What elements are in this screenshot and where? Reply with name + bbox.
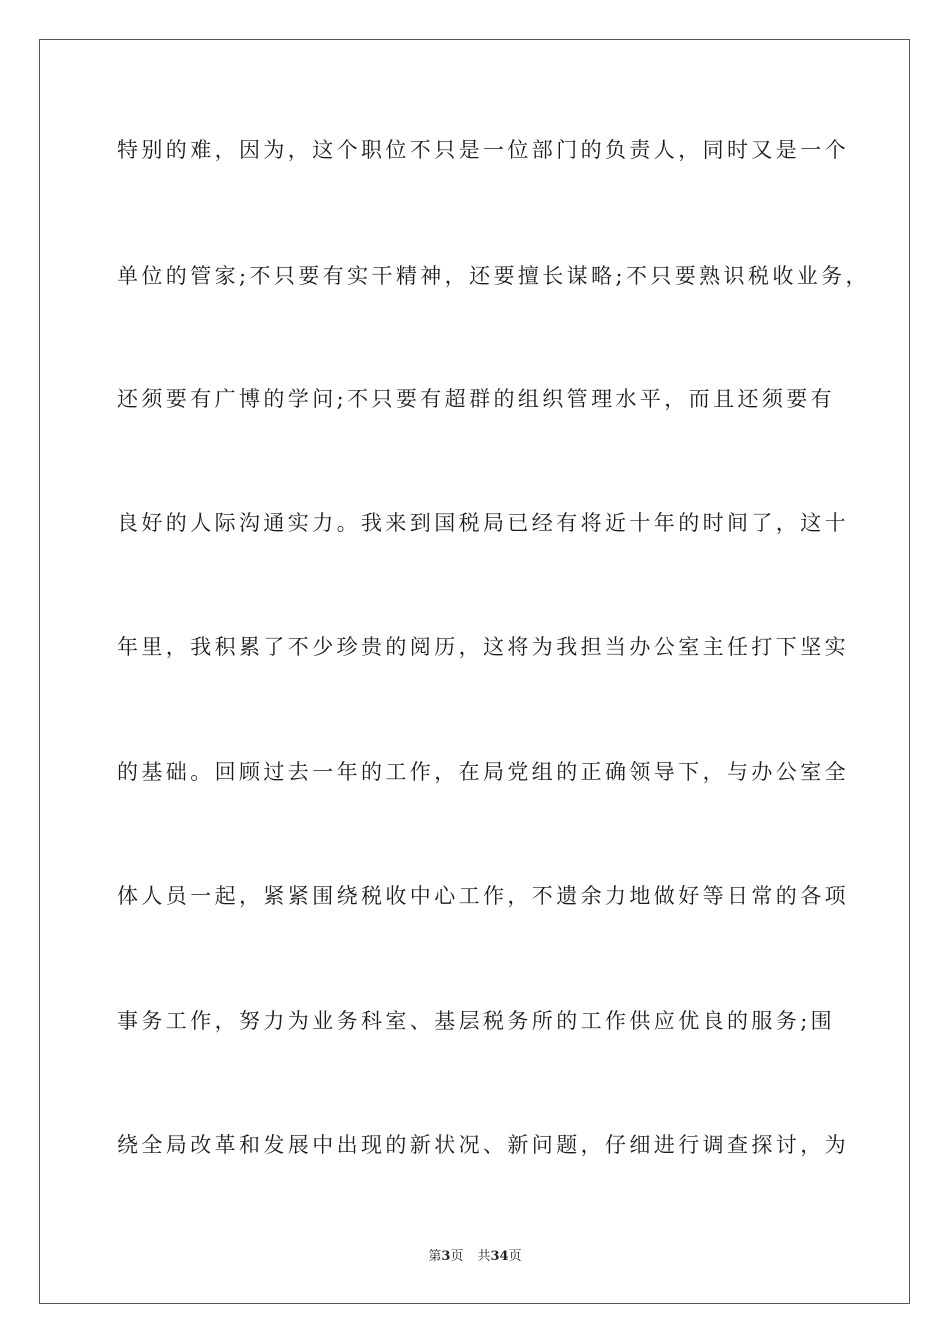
text-line: 还须要有广博的学问;不只要有超群的组织管理水平，而且还须要有: [117, 387, 836, 411]
page-suffix: 页: [450, 1249, 464, 1264]
total-suffix: 页: [508, 1249, 522, 1264]
text-line: 绕全局改革和发展中出现的新状况、新问题，仔细进行调查探讨，为: [117, 1133, 849, 1157]
text-line: 的基础。回顾过去一年的工作，在局党组的正确领导下，与办公室全: [117, 760, 849, 784]
text-line: 特别的难，因为，这个职位不只是一位部门的负责人，同时又是一个: [117, 138, 849, 162]
text-line: 体人员一起，紧紧围绕税收中心工作，不遗余力地做好等日常的各项: [117, 884, 849, 908]
total-pages: 34: [490, 1249, 509, 1264]
text-line: 年里，我积累了不少珍贵的阅历，这将为我担当办公室主任打下坚实: [117, 635, 849, 659]
page-footer: [0, 1249, 950, 1265]
page-prefix: 第: [428, 1249, 442, 1264]
text-line: 良好的人际沟通实力。我来到国税局已经有将近十年的时间了，这十: [117, 511, 849, 535]
text-line: 事务工作，努力为业务科室、基层税务所的工作供应优良的服务;围: [117, 1009, 836, 1033]
total-prefix: 共: [477, 1249, 491, 1264]
page-border: [39, 39, 910, 1304]
page-number: 3: [441, 1249, 451, 1264]
text-line: 单位的管家;不只要有实干精神，还要擅长谋略;不只要熟识税收业务，: [117, 264, 870, 288]
